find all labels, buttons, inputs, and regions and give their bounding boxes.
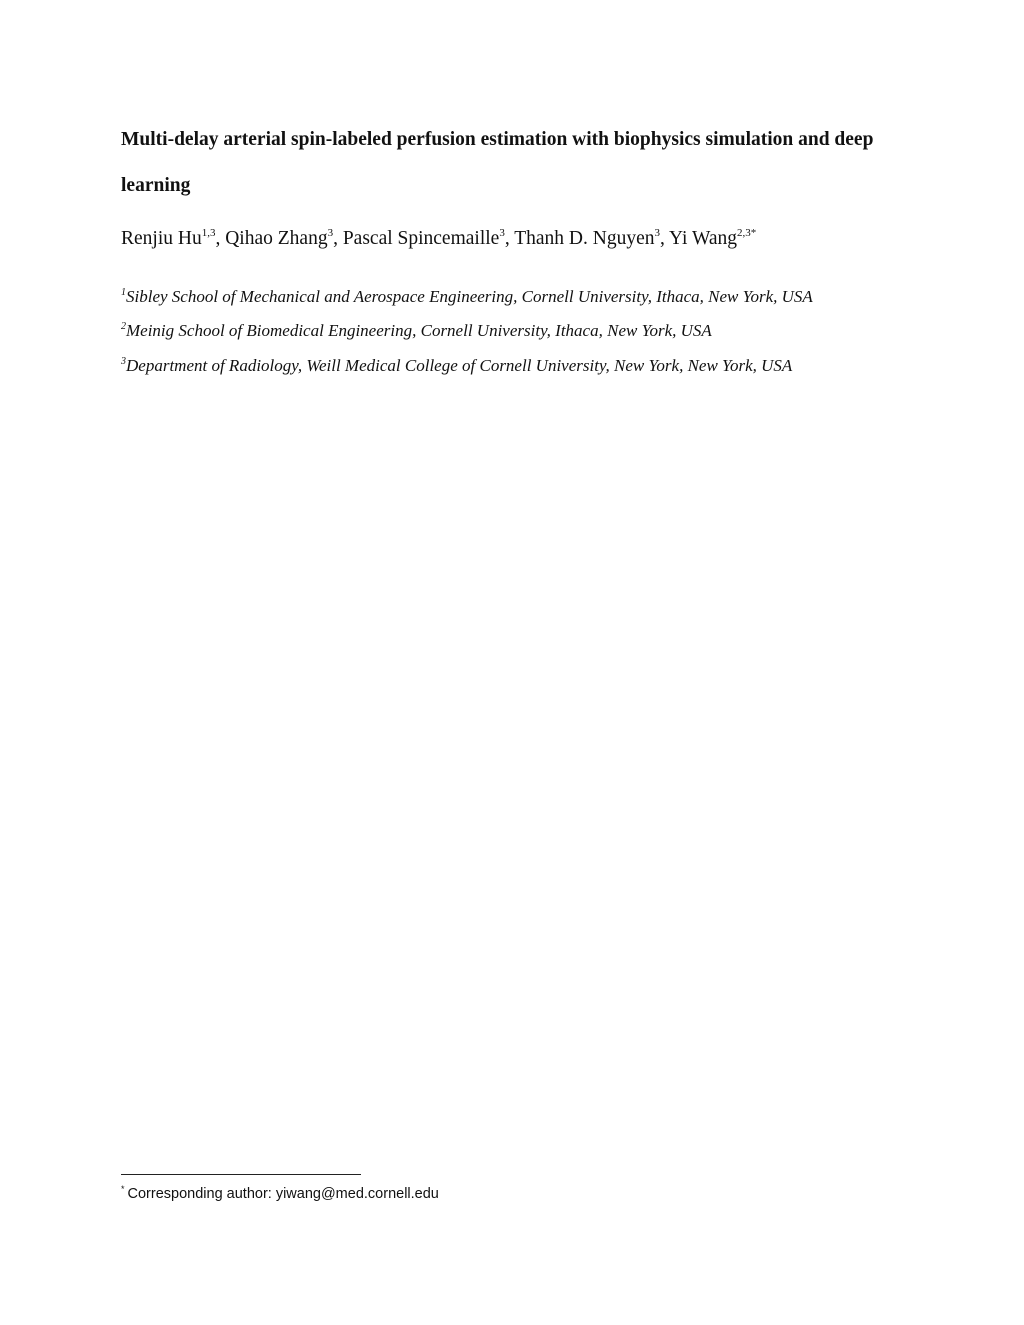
author-name: Renjiu Hu (121, 228, 202, 249)
affiliation-text: Sibley School of Mechanical and Aerospace Engineering, Cornell University, Ithaca, New York, USA (126, 287, 813, 306)
footnote-mark: * (121, 1184, 125, 1194)
paper-title: Multi-delay arterial spin-labeled perfusion estimation with biophysics simulation and deep learning (121, 129, 874, 196)
affiliation-mark: 2 (121, 321, 126, 332)
author-separator: , (215, 228, 226, 249)
author-separator: , (504, 228, 515, 249)
footnote-text: Corresponding author: yiwang@med.cornell.edu (127, 1186, 439, 1202)
author-affiliation-mark: 3 (499, 227, 505, 239)
author-affiliation-mark: 3 (327, 227, 334, 239)
affiliation-text: Meinig School of Biomedical Engineering, Cornell University, Ithaca, New York, USA (126, 321, 712, 340)
affiliation-mark: 3 (121, 356, 126, 367)
affiliation-3 (121, 355, 981, 377)
author-name: Thanh D. Nguyen (514, 228, 655, 249)
footnote (121, 1184, 439, 1204)
author-separator: , (660, 228, 670, 249)
affiliation-2 (121, 320, 981, 342)
author-list (121, 226, 921, 252)
author-name: Yi Wang (669, 228, 737, 249)
author-affiliation-mark: 3 (654, 227, 660, 239)
affiliation-text: Department of Radiology, Weill Medical College of Cornell University, New York, New York, USA (126, 356, 793, 375)
affiliation-mark: 1 (121, 287, 126, 298)
affiliation-1 (121, 286, 981, 308)
footnote-divider (121, 1174, 361, 1175)
author-affiliation-mark: 2,3* (736, 227, 757, 239)
author-name: Pascal Spincemaille (342, 228, 500, 249)
author-name: Qihao Zhang (225, 228, 328, 249)
author-affiliation-mark: 1,3 (201, 227, 216, 239)
author-separator: , (333, 228, 343, 249)
